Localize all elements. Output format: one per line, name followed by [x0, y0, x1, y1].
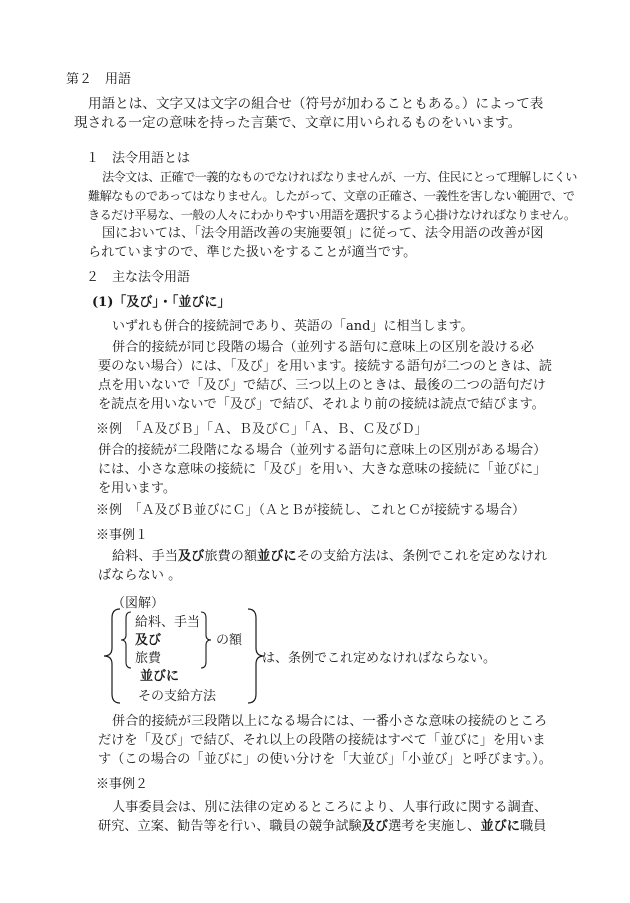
sub1-p2-line-1: 国においては、「法令用語改善の実施要領」に従って、法令用語の改善が図	[102, 226, 544, 241]
sub1-p1-line-2: 難解なものであってはなりません。したがって、文章の正確さ、一義性を害しない範囲で、で	[88, 189, 575, 203]
example-2: ※例 「Ａ及びＢ並びにＣ」（ＡとＢが接続し、これとＣが接続する場合）	[96, 503, 526, 518]
case-1-label: ※事例１	[96, 528, 149, 543]
item1-p4-line-2: だけを「及び」で結び、それ以上の段階の接続はすべて「並びに」を用いま	[98, 733, 546, 748]
case-2-line-2	[98, 818, 546, 836]
case-1-text-e: その支給方法は、条例でこれを定めなけれ	[296, 549, 548, 564]
section-title: 第２ 用語	[66, 72, 132, 87]
case-2-text-c: 選考を実施し、	[388, 819, 481, 834]
case-2-oyobi: 及び	[361, 819, 389, 834]
item1-p3-line-1: 併合的接続が二段階になる場合（並列する語句に意味上の区別がある場合）	[98, 443, 547, 458]
item1-heading: (1)「及び」・「並びに」	[92, 295, 231, 310]
item1-p2-line-1: 併合的接続が同じ段階の場合（並列する語句に意味上の区別を設ける必	[112, 340, 534, 355]
item1-p4-line-3: す（この場合の「並びに」の使い分けを「大並び」「小並び」と呼びます。）。	[98, 752, 552, 767]
diagram-item-e: その支給方法	[138, 689, 217, 704]
item1-p1: いずれも併合的接続詞であり、英語の「and」に相当します。	[112, 319, 474, 334]
intro-line-1: 用語とは、文字又は文字の組合せ（符号が加わることもある。）によって表	[88, 96, 544, 112]
item1-p3-line-3: を用います。	[98, 481, 177, 496]
case-2-label: ※事例２	[96, 777, 149, 792]
item1-p2-line-2: 要のない場合）には、「及び」を用います。接続する語句が二つのときは、読	[98, 359, 552, 374]
case-2-narabini: 並びに	[480, 819, 520, 834]
diagram-label: （図解）	[112, 596, 165, 611]
case-2-text-e: 職員	[520, 819, 547, 834]
diagram-item-a: 給料、手当	[135, 615, 201, 630]
case-1-line-2: ばならない 。	[98, 568, 182, 583]
inner-right-brace-icon	[198, 610, 214, 670]
item1-p4-line-1: 併合的接続が三段階以上になる場合には、一番小さな意味の接続のところ	[112, 714, 548, 729]
item1-p2-line-3: 点を用いないで「及び」で結び、三つ以上のときは、最後の二つの語句だけ	[98, 378, 546, 393]
diagram-of-amount: の額	[216, 633, 243, 648]
case-1-narabini: 並びに	[257, 549, 297, 564]
diagram-item-c: 旅費	[135, 651, 162, 666]
diagram-item-b: 及び	[135, 633, 162, 648]
sub1-p2-line-2: られていますので、準じた扱いをすることが適当です。	[88, 245, 417, 260]
case-2-line-1: 人事委員会は、別に法律の定めるところにより、人事行政に関する調査、	[112, 800, 548, 815]
item1-p3-line-2: には、小さな意味の接続に「及び」を用い、大きな意味の接続に「並びに」	[98, 462, 547, 477]
case-1-oyobi: 及び	[177, 549, 205, 564]
sub1-p1-line-3: きるだけ平易な、一般の人々にわかりやすい用語を選択するよう心掛けなければなりません。	[88, 208, 576, 222]
case-1-line-1	[112, 548, 547, 566]
item1-p2-line-4: を読点を用いないで「及び」で結び、それより前の接続は読点で結びます。	[98, 397, 545, 412]
sub2-heading: ２ 主な法令用語	[86, 270, 191, 285]
example-1: ※例 「Ａ及びＢ」「Ａ、Ｂ及びＣ」「Ａ、Ｂ、Ｃ及びＤ」	[96, 422, 428, 437]
case-1-text-a: 給料、手当	[112, 549, 178, 564]
diagram-tail: は、条例でこれ定めなければならない。	[262, 651, 497, 666]
inner-left-brace-icon	[118, 610, 134, 670]
diagram-item-d: 並びに	[140, 669, 180, 684]
case-1-text-c: 旅費の額	[204, 549, 258, 564]
intro-line-2: 現される一定の意味を持った言葉で、文章に用いられるものをいいます。	[74, 115, 522, 131]
case-2-text-a: 研究、立案、勧告等を行い、職員の競争試験	[98, 819, 362, 834]
sub1-heading: １ 法令用語とは	[86, 151, 191, 166]
sub1-p1-line-1: 法令文は、正確で一義的なものでなければなりませんが、一方、住民にとって理解しにくい	[102, 170, 577, 184]
